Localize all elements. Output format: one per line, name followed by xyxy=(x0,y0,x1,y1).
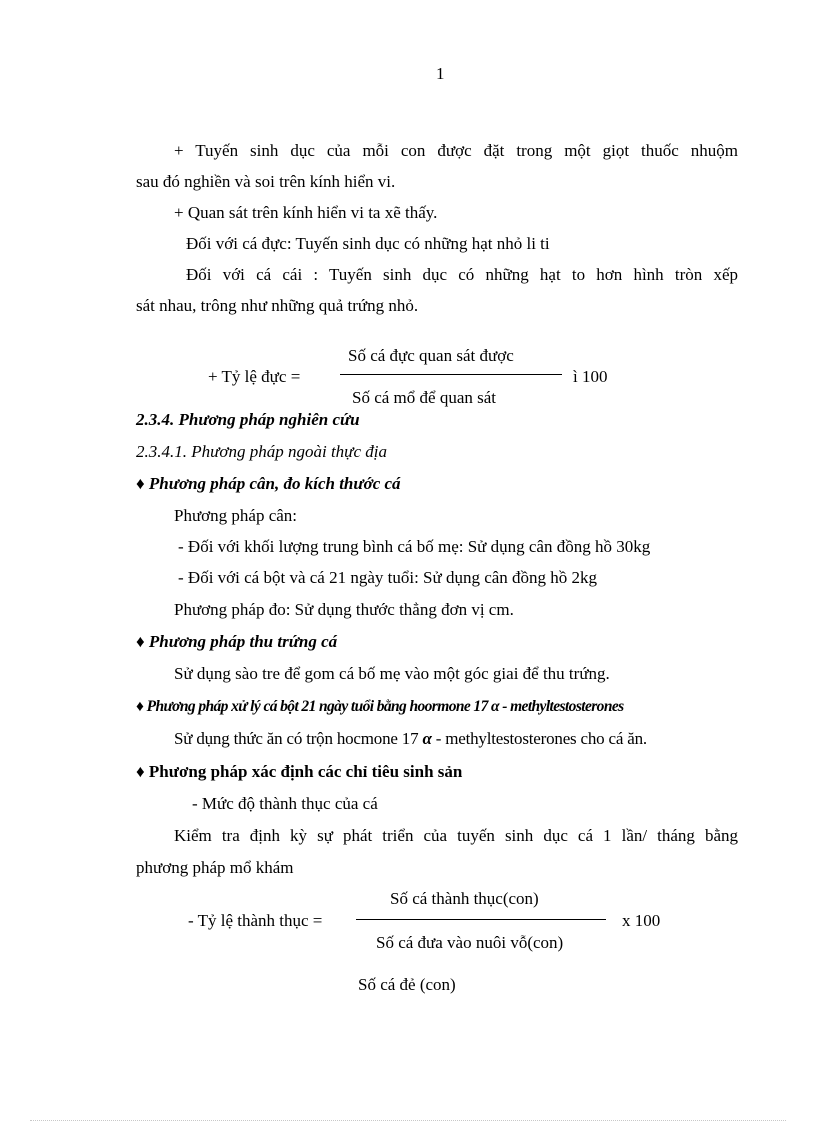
method-title: ♦ Phương pháp xác định các chỉ tiêu sinh sản xyxy=(136,762,463,781)
paragraph-line: sát nhau, trông như những quả trứng nhỏ. xyxy=(136,296,419,315)
formula-numerator: Số cá thành thục(con) xyxy=(390,889,539,908)
paragraph-line: Sử dụng thức ăn có trộn hocmone 17 α - methyltestosterones cho cá ăn. xyxy=(174,729,647,748)
paragraph-line: Đối với cá đực: Tuyến sinh dục có những hạt nhỏ li ti xyxy=(186,234,550,253)
method-title: ♦ Phương pháp thu trứng cá xyxy=(136,632,338,651)
fraction-bar xyxy=(340,374,562,375)
paragraph-line: Số cá đẻ (con) xyxy=(358,975,456,994)
formula-numerator: Số cá đực quan sát được xyxy=(348,346,514,365)
paragraph-line: Đối với cá cái : Tuyến sinh dục có những hạt to hơn hình tròn xếp xyxy=(186,265,738,284)
formula-multiplier: x 100 xyxy=(622,911,661,930)
formula-label: + Tỷ lệ đực = xyxy=(208,367,301,386)
list-item: - Mức độ thành thục của cá xyxy=(192,794,378,813)
section-subheading: 2.3.4.1. Phương pháp ngoài thực địa xyxy=(136,442,387,461)
fraction-bar xyxy=(356,919,606,920)
paragraph-line: sau đó nghiền và soi trên kính hiển vi. xyxy=(136,172,396,191)
paragraph-line: + Tuyến sinh dục của mỗi con được đặt trong một giọt thuốc nhuộm xyxy=(174,141,738,160)
list-item: - Đối với khối lượng trung bình cá bố mẹ: Sử dụng cân đồng hồ 30kg xyxy=(178,537,651,556)
paragraph-line: Phương pháp cân: xyxy=(174,506,298,525)
list-item: - Đối với cá bột và cá 21 ngày tuổi: Sử dụng cân đồng hồ 2kg xyxy=(178,568,598,587)
formula-denominator: Số cá mổ để quan sát xyxy=(352,388,496,407)
page-bottom-divider xyxy=(30,1120,786,1121)
paragraph-line: + Quan sát trên kính hiển vi ta xẽ thấy. xyxy=(174,203,438,222)
alpha-symbol: α xyxy=(491,698,499,715)
page-number: 1 xyxy=(436,64,445,83)
formula-label: - Tỷ lệ thành thục = xyxy=(188,911,323,930)
method-title: ♦ Phương pháp cân, đo kích thước cá xyxy=(136,474,401,493)
paragraph-line: Kiểm tra định kỳ sự phát triển của tuyến sinh dục cá 1 lần/ tháng bằng xyxy=(174,826,738,845)
formula-multiplier: ì 100 xyxy=(573,367,608,386)
section-heading: 2.3.4. Phương pháp nghiên cứu xyxy=(136,410,360,429)
method-title: ♦ Phương pháp xử lý cá bột 21 ngày tuổi bằng hoormone 17 α - methyltestosterones xyxy=(136,698,624,715)
alpha-symbol: α xyxy=(422,729,432,748)
paragraph-line: Phương pháp đo: Sử dụng thước thẳng đơn vị cm. xyxy=(174,600,514,619)
formula-denominator: Số cá đưa vào nuôi vỗ(con) xyxy=(376,933,564,952)
paragraph-line: Sử dụng sào tre để gom cá bố mẹ vào một góc giai để thu trứng. xyxy=(174,664,610,683)
paragraph-line: phương pháp mổ khám xyxy=(136,858,294,877)
